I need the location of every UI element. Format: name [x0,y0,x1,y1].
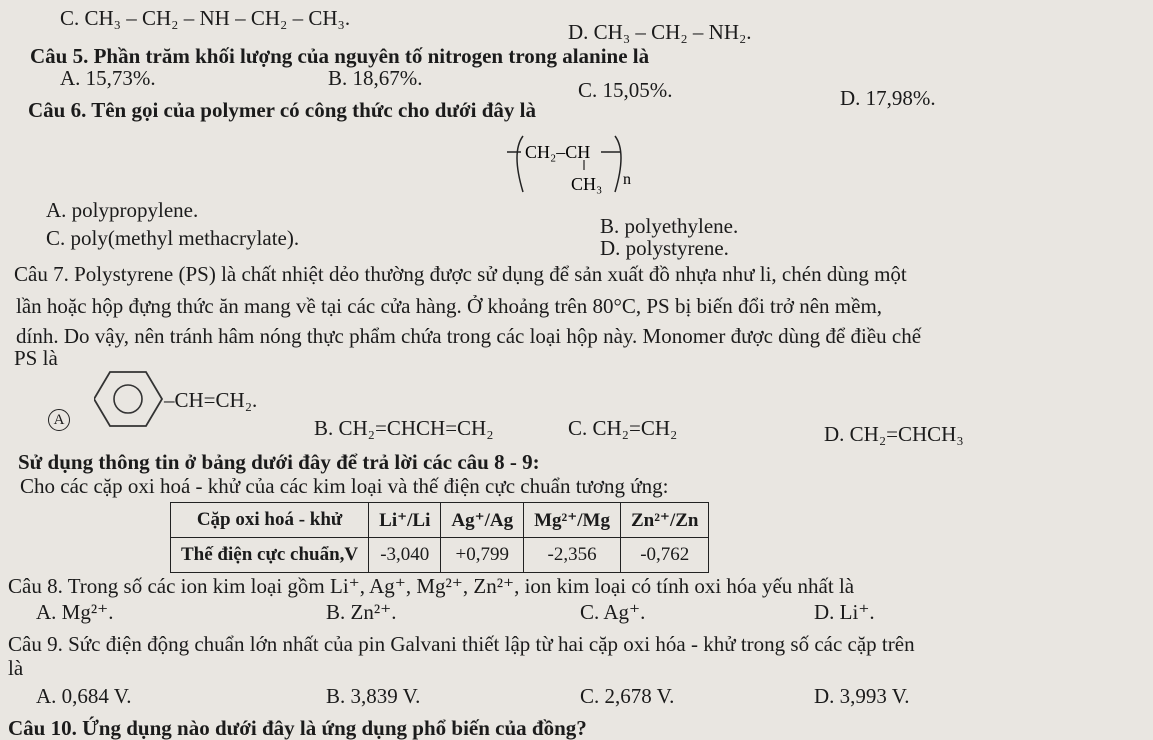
info-heading: Sử dụng thông tin ở bảng dưới đây để trả lời các câu 8 - 9: [18,450,540,474]
q6-formula-main: CH₂–CH [525,142,591,162]
table-header-cell: Li⁺/Li [369,503,441,538]
q9-option-c: C. 2,678 V. [580,684,675,708]
table-header-row [171,503,709,538]
q5-option-a: A. 15,73%. [60,66,156,90]
q6-option-b: B. polyethylene. [600,214,739,238]
q7-option-a-formula: –CH=CH₂. [164,388,258,412]
q5-question: Câu 5. Phần trăm khối lượng của nguyên tố nitrogen trong alanine là [30,44,650,68]
q5-option-b: B. 18,67%. [328,66,423,90]
benzene-ring-icon [94,370,164,430]
q4-option-d: D. CH₃ – CH₂ – NH₂. [568,20,752,44]
table-cell: Thế điện cực chuẩn,V [171,538,369,573]
table-cell: +0,799 [441,538,524,573]
q6-option-a: A. polypropylene. [46,198,199,222]
q7-line-2: lần hoặc hộp đựng thức ăn mang về tại các cửa hàng. Ở khoảng trên 80°C, PS bị biến đổi trở nên mềm, [16,294,883,318]
q7-line-1: Câu 7. Polystyrene (PS) là chất nhiệt dẻo thường được sử dụng để sản xuất đồ nhựa như li, chén dùng một [14,262,907,286]
q7-option-c: C. CH₂=CH₂ [568,416,678,440]
q8-option-d: D. Li⁺. [814,600,875,624]
table-row [171,538,709,573]
q4-option-c: C. CH₃ – CH₂ – NH – CH₂ – CH₃. [60,6,351,30]
q6-option-c: C. poly(methyl methacrylate). [46,226,300,250]
electrode-potential-table [170,502,709,573]
q6-formula-sub: CH₃ [571,174,603,194]
q7-option-d: D. CH₂=CHCH₃ [824,422,964,446]
q7-line-4: PS là [14,346,58,370]
q7-option-b: B. CH₂=CHCH=CH₂ [314,416,494,440]
table-header-cell: Zn²⁺/Zn [621,503,709,538]
table-cell: -3,040 [369,538,441,573]
q9-line-1: Câu 9. Sức điện động chuẩn lớn nhất của pin Galvani thiết lập từ hai cặp oxi hóa - khử trong số các cặp trên [8,632,915,656]
table-cell: -0,762 [621,538,709,573]
q9-option-a: A. 0,684 V. [36,684,132,708]
q6-formula-n: n [623,171,631,188]
q6-polymer-formula [505,132,635,204]
q6-option-d: D. polystyrene. [600,236,729,260]
table-header-cell: Ag⁺/Ag [441,503,524,538]
q9-option-d: D. 3,993 V. [814,684,910,708]
q8-question: Câu 8. Trong số các ion kim loại gồm Li⁺, Ag⁺, Mg²⁺, Zn²⁺, ion kim loại có tính oxi hóa yếu nhất là [8,574,855,598]
q10-question: Câu 10. Ứng dụng nào dưới đây là ứng dụng phổ biến của đồng? [8,716,587,740]
q8-option-b: B. Zn²⁺. [326,600,397,624]
q5-option-d: D. 17,98%. [840,86,936,110]
q8-option-a: A. Mg²⁺. [36,600,114,624]
table-cell: -2,356 [524,538,621,573]
q9-line-2: là [8,656,24,680]
q8-option-c: C. Ag⁺. [580,600,646,624]
q6-question: Câu 6. Tên gọi của polymer có công thức cho dưới đây là [28,98,536,122]
table-header-cell: Mg²⁺/Mg [524,503,621,538]
q7-option-a-letter: A [48,409,70,431]
q7-line-3: dính. Do vậy, nên tránh hâm nóng thực phẩm chứa trong các loại hộp này. Monomer được dùng để điều chế [16,324,922,348]
q5-option-c: C. 15,05%. [578,78,673,102]
table-header-cell: Cặp oxi hoá - khử [171,503,369,538]
info-intro: Cho các cặp oxi hoá - khử của các kim loại và thế điện cực chuẩn tương ứng: [20,474,669,498]
q9-option-b: B. 3,839 V. [326,684,421,708]
